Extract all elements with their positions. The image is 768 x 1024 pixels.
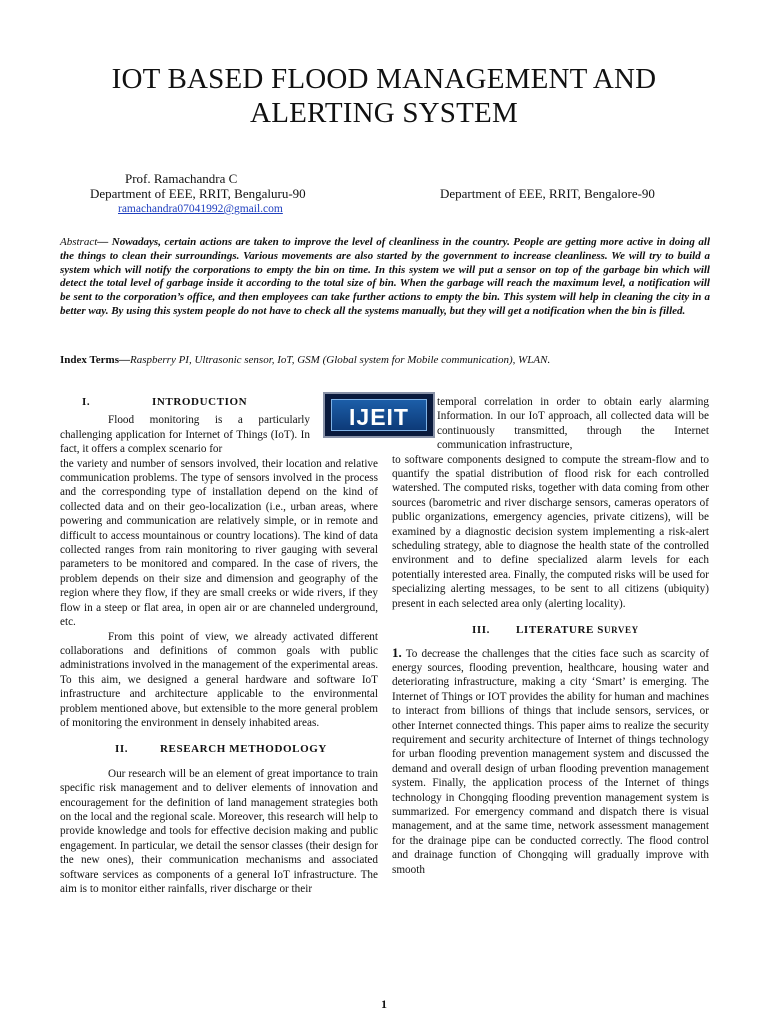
section-number: II. [115, 743, 129, 756]
paper-title [0, 62, 768, 130]
abstract-text: — Nowadays, certain actions are taken to improve the level of cleanliness in the country. People are getting more active in doing all the things to clean their surroundings. Various movements are also started by the government to increase cleanliness. We will try to build a system which will notify the corporations to empty the bin on time. In this system we will put a sensor on top of the garbage bin which will detect the total level of garbage inside it according to the total size of bin. When the garbage will reach the maximum level, a notification will be sent to the corporation’s office, and then employees can take further actions to empty the bin. This system will help in cleaning the city in a better way. By using this system people do not have to check all the systems manually, but they will get a notification when the bin is filled. [60, 236, 710, 317]
page-number: 1 [381, 997, 387, 1011]
title-line-2: ALERTING SYSTEM [250, 97, 518, 129]
abstract-label: Abstract [60, 236, 98, 248]
section-heading-introduction [60, 395, 378, 409]
literature-paragraph [392, 646, 709, 878]
literature-text: To decrease the challenges that the cities face such as scarcity of energy sources, flooding prevention, healthcare, housing water and deteriorating infrastructure, making a city ‘Smart’ is emerging. The Internet of Things or IOT provides the ability for human and machines to interact from billions of things that include sensors, services, or other Internet connected things. This paper aims to realize the security requirement and security architecture of Internet of things technology for urban flooding prevention management system and discussed the demand and overall design of urban flooding prevention management system. Finally, the application process of the Internet of things technology in Chongqing flooding prevention management system is summarized. For emergency command and dispatch there is visual management, and at the same time, network assessment management for the drainage pipe can be conducted correctly. The flood control and drainage function of Chongqing will gradually improve with smooth [392, 647, 709, 876]
index-terms-label: Index Terms— [60, 354, 130, 366]
section-title-smallcaps: URVEY [604, 625, 639, 636]
coauthor-department: Department of EEE, RRIT, Bengalore-90 [440, 186, 655, 201]
ijeit-logo-text: IJEIT [331, 399, 427, 431]
right-paragraph-cont: to software components designed to compute the stream-flow and to quantify the spatial distribution of flood risk for each controlled watershed. The computed risks, together with data coming from other sources (barometric and river discharge sensors, cameras operators of public organizations, emergency agencies, private citizens), will be examined by a diagnostic decision system implementing a risk-alert scheduling strategy, able to diagnose the health state of the controlled environment and to define specialized alarm levels for each potentially interested area. Finally, the computed risks will be used for specializing alerting messages, to be sent to all citizens (ubiquity) present in each selected area only (alerting locality). [392, 453, 709, 610]
right-paragraph-start: temporal correlation in order to obtain early alarming Information. In our IoT approach, all collected data will be continuously transmitted, through the Internet communication infrastructure, [437, 396, 709, 452]
index-terms-text: Raspberry PI, Ultrasonic sensor, IoT, GSM (Global system for Mobile communication), WLAN. [130, 354, 551, 366]
abstract [60, 236, 710, 319]
section-heading-research [60, 742, 378, 756]
index-terms [60, 354, 710, 368]
right-column [392, 395, 709, 877]
list-number: 1. [392, 644, 402, 660]
author-department: Department of EEE, RRIT, Bengaluru-90 [90, 186, 306, 201]
section-title: LITERATURE S [516, 624, 604, 637]
section-title: INTRODUCTION [152, 396, 248, 408]
author-name: Prof. Ramachandra C [125, 171, 238, 186]
section-title: RESEARCH METHODOLOGY [160, 743, 327, 756]
section-number: I. [82, 396, 91, 408]
author-email-link[interactable]: ramachandra07041992@gmail.com [118, 203, 283, 215]
research-paragraph: Our research will be an element of great importance to train specific risk management and to deliver elements of innovation and encouragement for the definition of land management strategies both on the local and the regional scale. Moreover, this research will help to provide knowledge and tools for effective decision making and public engagement. In particular, we detail the sensor classes (their design for the new ones), their communication mechanisms and associated software services as components of a general IoT infrastructure. The aim is to monitor either rainfalls, river discharge or their [60, 767, 378, 895]
intro-paragraph-cont: the variety and number of sensors involved, their location and relative communication problems. The type of sensors involved in the process and the corresponding type of installation depend on the kind of collected data and on their geo-localization (i.e., urban areas, where powering and communication are relatively simple, or in remote and difficult to access mountainous or country locations). The kind of data collected ranges from rain monitoring to river gauging with several parameters to be monitored and compared. In the case of rivers, the problem depends on their size and dimension and geography of the region where they flow, if they are small creeks or wide rivers, if they flow in a steep or flat area, in open air or are channeled underground, etc. [60, 457, 378, 629]
section-heading-literature [392, 623, 709, 637]
intro-paragraph-start: Flood monitoring is a particularly challenging application for Internet of Things (IoT). In fact, it offers a complex scenario for [60, 414, 310, 456]
left-column [60, 395, 378, 896]
intro-paragraph-2: From this point of view, we already activated different collaborations and definitions of common goals with public administrations involved in the management of the experimental areas. To this aim, we designed a general hardware and software IoT infrastructure and architecture applicable to the environmental problem mentioned above, but extensible to the more general problem of monitoring the environment in densely inhabited areas. [60, 630, 378, 729]
section-number: III. [472, 624, 490, 637]
title-line-1: IOT BASED FLOOD MANAGEMENT AND [111, 63, 657, 95]
